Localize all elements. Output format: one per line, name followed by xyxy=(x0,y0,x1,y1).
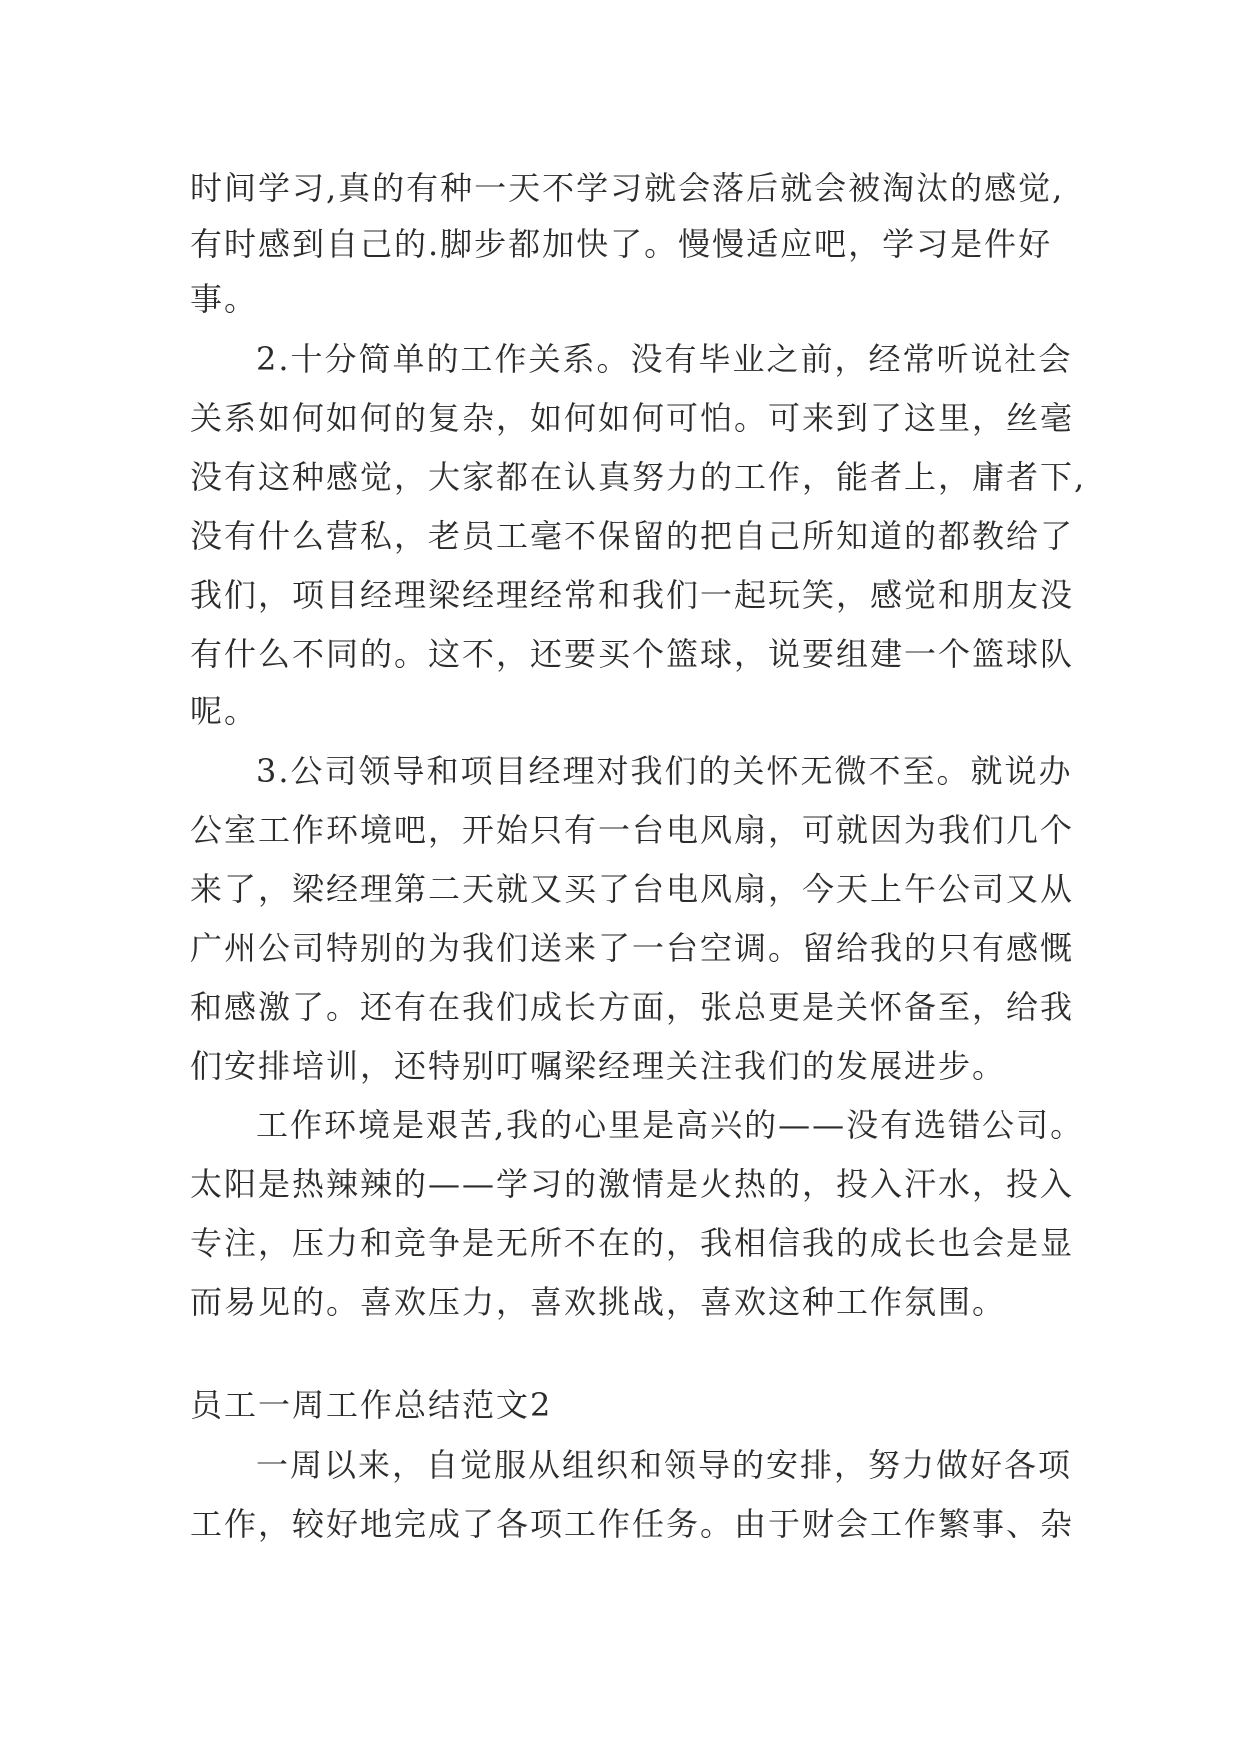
paragraph-4-line-2: 太阳是热辣辣的——学习的激情是火热的，投入汗水，投入 xyxy=(190,1165,1075,1203)
section-title: 员工一周工作总结范文2 xyxy=(190,1386,553,1424)
paragraph-2-line-6: 有什么不同的。这不，还要买个篮球，说要组建一个篮球队 xyxy=(190,635,1075,673)
paragraph-1-line-3: 事。 xyxy=(190,280,259,318)
paragraph-4-line-1: 工作环境是艰苦,我的心里是高兴的——没有选错公司。 xyxy=(256,1106,1085,1144)
paragraph-2-line-2: 关系如何如何的复杂，如何如何可怕。可来到了这里，丝毫 xyxy=(190,399,1075,437)
paragraph-2-line-4: 没有什么营私，老员工毫不保留的把自己所知道的都教给了 xyxy=(190,517,1075,555)
paragraph-1-line-2: 有时感到自己的.脚步都加快了。慢慢适应吧，学习是件好 xyxy=(190,225,1053,263)
paragraph-2-line-3: 没有这种感觉，大家都在认真努力的工作，能者上，庸者下, xyxy=(190,458,1087,496)
paragraph-2-line-7: 呢。 xyxy=(190,692,259,730)
paragraph-3-line-1: 3.公司领导和项目经理对我们的关怀无微不至。就说办 xyxy=(256,752,1073,790)
paragraph-3-line-3: 来了，梁经理第二天就又买了台电风扇，今天上午公司又从 xyxy=(190,870,1075,908)
paragraph-3-line-6: 们安排培训，还特别叮嘱梁经理关注我们的发展进步。 xyxy=(190,1047,1007,1085)
paragraph-3-line-4: 广州公司特别的为我们送来了一台空调。留给我的只有感慨 xyxy=(190,929,1075,967)
paragraph-2-line-1: 2.十分简单的工作关系。没有毕业之前，经常听说社会 xyxy=(256,340,1073,378)
paragraph-4-line-4: 而易见的。喜欢压力，喜欢挑战，喜欢这种工作氛围。 xyxy=(190,1283,1007,1321)
paragraph-5-line-1: 一周以来，自觉服从组织和领导的安排，努力做好各项 xyxy=(256,1446,1073,1484)
paragraph-1-line-1: 时间学习,真的有种一天不学习就会落后就会被淘汰的感觉, xyxy=(190,169,1065,207)
paragraph-2-line-5: 我们，项目经理梁经理经常和我们一起玩笑，感觉和朋友没 xyxy=(190,576,1075,614)
paragraph-4-line-3: 专注，压力和竞争是无所不在的，我相信我的成长也会是显 xyxy=(190,1224,1075,1262)
paragraph-3-line-5: 和感激了。还有在我们成长方面，张总更是关怀备至，给我 xyxy=(190,988,1075,1026)
paragraph-5-line-2: 工作，较好地完成了各项工作任务。由于财会工作繁事、杂 xyxy=(190,1505,1075,1543)
paragraph-3-line-2: 公室工作环境吧，开始只有一台电风扇，可就因为我们几个 xyxy=(190,811,1075,849)
